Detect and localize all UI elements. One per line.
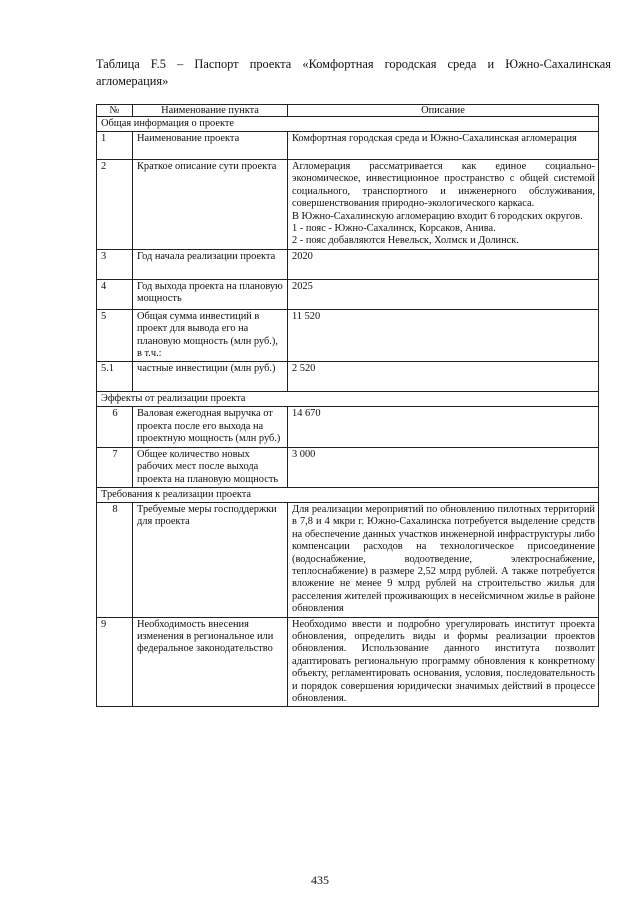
row-item-name: Общая сумма инвестиций в проект для вывода его на плановую мощность (млн руб.), в т.ч.: xyxy=(133,309,288,362)
row-number: 5.1 xyxy=(97,362,133,392)
row-description xyxy=(288,160,599,250)
description-paragraph: В Южно-Сахалинскую агломерацию входит 6 городских округов. xyxy=(292,210,583,222)
row-item-name: Наименование проекта xyxy=(133,132,288,160)
table-row xyxy=(97,249,599,279)
table-row xyxy=(97,617,599,707)
row-number: 7 xyxy=(97,447,133,487)
row-description: 3 000 xyxy=(288,447,599,487)
description-paragraph: Агломерация рассматривается как единое социально-экономическое, инвестиционное пространство с общей системой социального, транспортного и инженерного обслуживания, совершенствования природно-экологического каркаса. xyxy=(292,161,595,210)
row-item-name: частные инвестиции (млн руб.) xyxy=(133,362,288,392)
table-row xyxy=(97,447,599,487)
row-description: Комфортная городская среда и Южно-Сахалинская агломерация xyxy=(288,132,599,160)
row-number: 1 xyxy=(97,132,133,160)
header-number: № xyxy=(97,105,133,117)
row-item-name: Необходимость внесения изменения в региональное или федеральное законодательство xyxy=(133,617,288,707)
row-description: 14 670 xyxy=(288,407,599,447)
row-description: 11 520 xyxy=(288,309,599,362)
row-item-name: Валовая ежегодная выручка от проекта после его выхода на проектную мощность (млн руб.) xyxy=(133,407,288,447)
section-effects: Эффекты от реализации проекта xyxy=(97,392,599,407)
description-paragraph: 1 - пояс - Южно-Сахалинск, Корсаков, Анива. xyxy=(292,223,496,235)
row-description: 2025 xyxy=(288,279,599,309)
table-row xyxy=(97,160,599,250)
row-description: 2 520 xyxy=(288,362,599,392)
row-item-name: Краткое описание сути проекта xyxy=(133,160,288,250)
table-row xyxy=(97,132,599,160)
row-number: 5 xyxy=(97,309,133,362)
table-row xyxy=(97,502,599,617)
row-number: 3 xyxy=(97,249,133,279)
row-number: 8 xyxy=(97,502,133,617)
table-caption: Таблица F.5 – Паспорт проекта «Комфортная городская среда и Южно-Сахалинская агломерация» xyxy=(96,57,611,88)
row-number: 2 xyxy=(97,160,133,250)
row-description: 2020 xyxy=(288,249,599,279)
page-number: 435 xyxy=(311,873,329,887)
row-item-name: Общее количество новых рабочих мест после выхода проекта на плановую мощность xyxy=(133,447,288,487)
section-row-requirements xyxy=(97,487,599,502)
row-number: 4 xyxy=(97,279,133,309)
table-header-row xyxy=(97,105,599,117)
row-number: 6 xyxy=(97,407,133,447)
header-description: Описание xyxy=(288,105,599,117)
row-item-name: Год выхода проекта на плановую мощность xyxy=(133,279,288,309)
table-row xyxy=(97,407,599,447)
section-requirements: Требования к реализации проекта xyxy=(97,487,599,502)
section-row-effects xyxy=(97,392,599,407)
table-row xyxy=(97,309,599,362)
row-description: Для реализации мероприятий по обновлению пилотных территорий в 7,8 и 4 мкри г. Южно-Сахалинска потребуется выделение средств на обеспечение данных участков инженерной инфраструктуры либо компенсации расходов на технологическое присоединение (водоснабжение, водоотведение, электроснабжение, теплоснабжение) в размере 2,52 млрд рублей. А также потребуется вложение не менее 9 млрд рублей на строительство жилья для расселения жителей проживающих в несейсмичном жилье в районе обновления xyxy=(288,502,599,617)
table-row xyxy=(97,279,599,309)
row-item-name: Требуемые меры господдержки для проекта xyxy=(133,502,288,617)
project-passport-table xyxy=(96,104,599,707)
row-item-name: Год начала реализации проекта xyxy=(133,249,288,279)
description-paragraph: 2 - пояс добавляются Невельск, Холмск и Долинск. xyxy=(292,235,519,247)
row-number: 9 xyxy=(97,617,133,707)
table-row xyxy=(97,362,599,392)
header-item-name: Наименование пункта xyxy=(133,105,288,117)
row-description: Необходимо ввести и подробно урегулировать институт проекта обновления, определить виды и формы реализации проектов обновления. Использование данного института позволит адаптировать региональную программу обновления к конкретному объекту, регламентировать основания, условия, последовательность и порядок совершения юридически значимых действий в процессе обновления. xyxy=(288,617,599,707)
section-row-general xyxy=(97,117,599,132)
section-general-info: Общая информация о проекте xyxy=(97,117,599,132)
